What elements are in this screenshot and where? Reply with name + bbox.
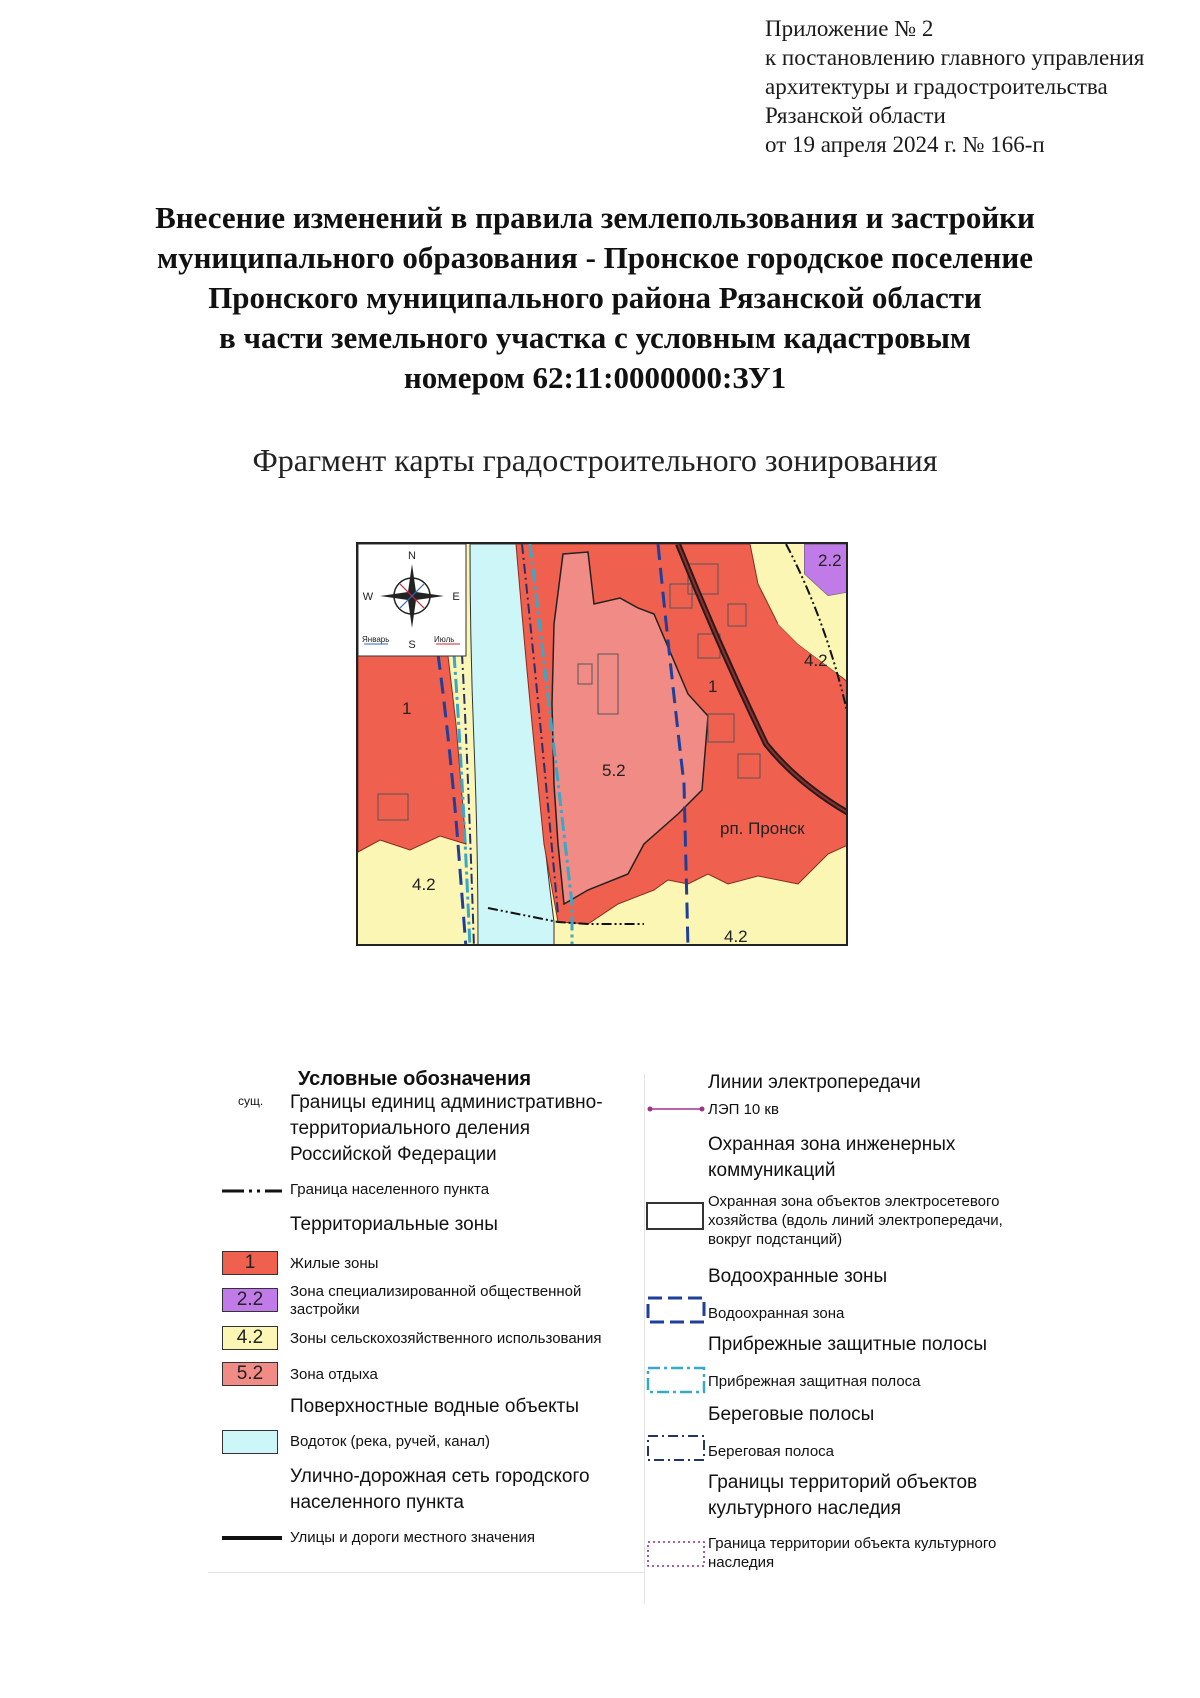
legend-heritage-item-line: наследия xyxy=(708,1554,775,1571)
appendix-block xyxy=(765,14,1195,159)
legend-protect-header-line: Охранная зона инженерных xyxy=(708,1134,956,1155)
appendix-line: от 19 апреля 2024 г. № 166-п xyxy=(765,132,1045,157)
legend-water-item: Водоток (река, ручей, канал) xyxy=(290,1433,490,1450)
legend-zone-1-label: Жилые зоны xyxy=(290,1255,379,1272)
title-line: номером 62:11:0000000:ЗУ1 xyxy=(403,360,787,395)
label-zone-4-2-right: 4.2 xyxy=(804,651,828,670)
compass-july: Июль xyxy=(434,635,455,644)
label-settlement: рп. Пронск xyxy=(720,819,805,838)
legend-heritage-header-line: Границы территорий объектов xyxy=(708,1472,978,1493)
coastal-strip-symbol xyxy=(646,1366,706,1394)
title-line: Внесение изменений в правила землепользования и застройки xyxy=(155,200,1035,235)
settlement-boundary-symbol xyxy=(222,1186,282,1196)
legend-sush: сущ. xyxy=(238,1094,264,1108)
title-line: Пронского муниципального района Рязанской области xyxy=(208,280,982,315)
zone-swatch-2-2: 2.2 xyxy=(222,1288,278,1312)
zone-swatch-5-2: 5.2 xyxy=(222,1362,278,1386)
legend-zone-2-2-label: Зона специализированной общественной xyxy=(290,1283,582,1300)
legend-protect-item-line: Охранная зона объектов электросетевого xyxy=(708,1193,1000,1210)
compass-n: N xyxy=(408,550,416,562)
power-line-symbol xyxy=(646,1104,706,1114)
legend-shore-header: Береговые полосы xyxy=(708,1404,875,1425)
title-line: в части земельного участка с условным кадастровым xyxy=(218,320,972,355)
legend-water-header: Поверхностные водные объекты xyxy=(290,1396,580,1417)
label-zone-4-2-left: 4.2 xyxy=(412,875,436,894)
protection-zone-symbol xyxy=(646,1202,704,1230)
legend-coastal-header: Прибрежные защитные полосы xyxy=(708,1334,988,1355)
water-swatch xyxy=(222,1430,278,1454)
legend-settlement-boundary: Граница населенного пункта xyxy=(290,1181,490,1198)
zoning-map-svg xyxy=(358,544,848,946)
compass-january: Январь xyxy=(362,635,390,644)
legend-shore-item: Береговая полоса xyxy=(708,1443,835,1460)
legend-power-header: Линии электропередачи xyxy=(708,1072,921,1093)
label-zone-1-right: 1 xyxy=(708,677,718,696)
shore-strip-symbol xyxy=(646,1434,706,1462)
zoning-map xyxy=(356,542,848,946)
legend-zone-5-2-label: Зона отдыха xyxy=(290,1366,378,1383)
water-zone-symbol xyxy=(646,1296,706,1324)
compass-s: S xyxy=(408,639,416,651)
legend-divider xyxy=(208,1572,644,1573)
compass-e: E xyxy=(452,591,460,603)
legend-divider xyxy=(644,1074,645,1604)
zone-swatch-1: 1 xyxy=(222,1251,278,1275)
legend-heritage-header-line: культурного наследия xyxy=(708,1498,902,1519)
appendix-line: архитектуры и градостроительства xyxy=(765,74,1108,99)
legend-heritage-item-line: Граница территории объекта культурного xyxy=(708,1535,997,1552)
legend-protect-item-line: хозяйства (вдоль линий электропередачи, xyxy=(708,1212,1003,1229)
legend-admin-header-line: территориального деления xyxy=(290,1118,531,1139)
zone-swatch-4-2: 4.2 xyxy=(222,1326,278,1350)
label-zone-1-left: 1 xyxy=(402,699,412,718)
legend-zones-header: Территориальные зоны xyxy=(290,1214,498,1235)
legend-waterzone-item: Водоохранная зона xyxy=(708,1305,845,1322)
legend-admin-header-line: Российской Федерации xyxy=(290,1144,497,1165)
legend-roads-header-line: населенного пункта xyxy=(290,1492,464,1513)
legend-coastal-item: Прибрежная защитная полоса xyxy=(708,1373,921,1390)
map-subtitle: Фрагмент карты градостроительного зонирования xyxy=(252,442,938,478)
page-title xyxy=(40,198,1150,398)
legend-zone-2-2-label: застройки xyxy=(290,1301,360,1318)
appendix-line: Рязанской области xyxy=(765,103,946,128)
label-zone-2-2: 2.2 xyxy=(818,551,842,570)
legend-admin-header-line: Границы единиц административно- xyxy=(290,1092,603,1113)
appendix-line: к постановлению главного управления xyxy=(765,45,1145,70)
legend-title: Условные обозначения xyxy=(298,1068,532,1090)
legend-power-item: ЛЭП 10 кв xyxy=(708,1101,779,1118)
road-symbol xyxy=(222,1534,282,1542)
title-line: муниципального образования - Пронское городское поселение xyxy=(156,240,1034,275)
legend-zone-4-2-label: Зоны сельскохозяйственного использования xyxy=(290,1330,602,1347)
legend-protect-header-line: коммуникаций xyxy=(708,1160,836,1181)
label-zone-5-2: 5.2 xyxy=(602,761,626,780)
appendix-line: Приложение № 2 xyxy=(765,16,934,41)
legend-roads-header-line: Улично-дорожная сеть городского xyxy=(290,1466,590,1487)
legend-roads-item: Улицы и дороги местного значения xyxy=(290,1529,535,1546)
map-legend xyxy=(208,1068,1101,1600)
heritage-boundary-symbol xyxy=(646,1540,706,1568)
legend-protect-item-line: вокруг подстанций) xyxy=(708,1231,843,1248)
label-zone-4-2-bottom: 4.2 xyxy=(724,927,748,946)
legend-waterzone-header: Водоохранные зоны xyxy=(708,1266,888,1287)
compass-w: W xyxy=(362,591,374,603)
